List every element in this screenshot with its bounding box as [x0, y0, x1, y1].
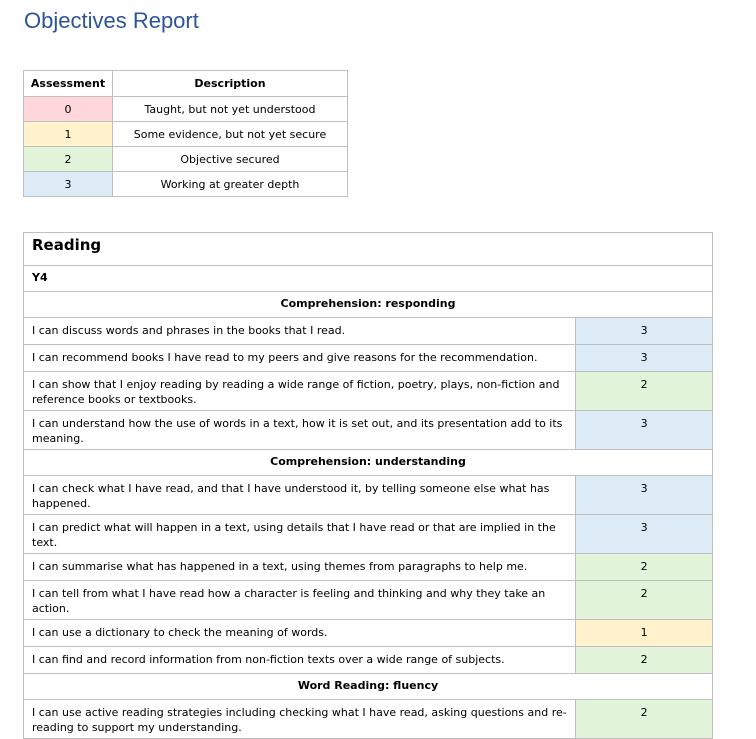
- subject-title: Reading: [24, 233, 713, 266]
- section-heading-row: [24, 674, 713, 700]
- objective-score: 2: [576, 581, 713, 620]
- objective-text: I can check what I have read, and that I have understood it, by telling someone else what has happened.: [24, 476, 576, 515]
- key-row: [24, 172, 348, 197]
- key-description: Taught, but not yet understood: [113, 97, 348, 122]
- key-row: [24, 97, 348, 122]
- key-row: [24, 122, 348, 147]
- objective-text: I can use a dictionary to check the meaning of words.: [24, 620, 576, 647]
- key-score: 3: [24, 172, 113, 197]
- objective-text: I can summarise what has happened in a text, using themes from paragraphs to help me.: [24, 554, 576, 581]
- section-heading: Comprehension: responding: [24, 292, 713, 318]
- objective-score: 3: [576, 515, 713, 554]
- key-header-row: [24, 71, 348, 97]
- objective-text: I can recommend books I have read to my peers and give reasons for the recommendation.: [24, 345, 576, 372]
- key-description: Working at greater depth: [113, 172, 348, 197]
- section-heading: Word Reading: fluency: [24, 674, 713, 700]
- key-header-description: Description: [113, 71, 348, 97]
- objective-score: 1: [576, 620, 713, 647]
- key-score: 0: [24, 97, 113, 122]
- objective-score: 2: [576, 372, 713, 411]
- key-header-assessment: Assessment: [24, 71, 113, 97]
- objective-row: [24, 345, 713, 372]
- objective-score: 2: [576, 554, 713, 581]
- objective-text: I can tell from what I have read how a character is feeling and thinking and why they take an action.: [24, 581, 576, 620]
- objective-row: [24, 647, 713, 674]
- objective-row: [24, 700, 713, 739]
- assessment-key-table: [23, 70, 348, 197]
- key-row: [24, 147, 348, 172]
- objective-row: [24, 318, 713, 345]
- objective-row: [24, 372, 713, 411]
- objective-row: [24, 554, 713, 581]
- key-description: Some evidence, but not yet secure: [113, 122, 348, 147]
- key-score: 2: [24, 147, 113, 172]
- objective-score: 3: [576, 411, 713, 450]
- subject-row: [24, 233, 713, 266]
- year-row: [24, 266, 713, 292]
- objective-text: I can understand how the use of words in a text, how it is set out, and its presentation add to its meaning.: [24, 411, 576, 450]
- key-score: 1: [24, 122, 113, 147]
- section-heading-row: [24, 292, 713, 318]
- objective-row: [24, 620, 713, 647]
- objective-text: I can use active reading strategies including checking what I have read, asking questions and re-reading to support my understanding.: [24, 700, 576, 739]
- year-label: Y4: [24, 266, 713, 292]
- objective-score: 3: [576, 476, 713, 515]
- objective-score: 3: [576, 318, 713, 345]
- key-description: Objective secured: [113, 147, 348, 172]
- objective-row: [24, 476, 713, 515]
- objective-score: 2: [576, 700, 713, 739]
- objective-row: [24, 515, 713, 554]
- page-title: Objectives Report: [24, 8, 199, 33]
- objective-row: [24, 411, 713, 450]
- objective-row: [24, 581, 713, 620]
- objectives-report-table: [23, 232, 713, 739]
- section-heading-row: [24, 450, 713, 476]
- objective-score: 2: [576, 647, 713, 674]
- objective-text: I can predict what will happen in a text, using details that I have read or that are implied in the text.: [24, 515, 576, 554]
- section-heading: Comprehension: understanding: [24, 450, 713, 476]
- objective-text: I can find and record information from non-fiction texts over a wide range of subjects.: [24, 647, 576, 674]
- objective-text: I can discuss words and phrases in the books that I read.: [24, 318, 576, 345]
- objective-text: I can show that I enjoy reading by reading a wide range of fiction, poetry, plays, non-fiction and reference books or textbooks.: [24, 372, 576, 411]
- objective-score: 3: [576, 345, 713, 372]
